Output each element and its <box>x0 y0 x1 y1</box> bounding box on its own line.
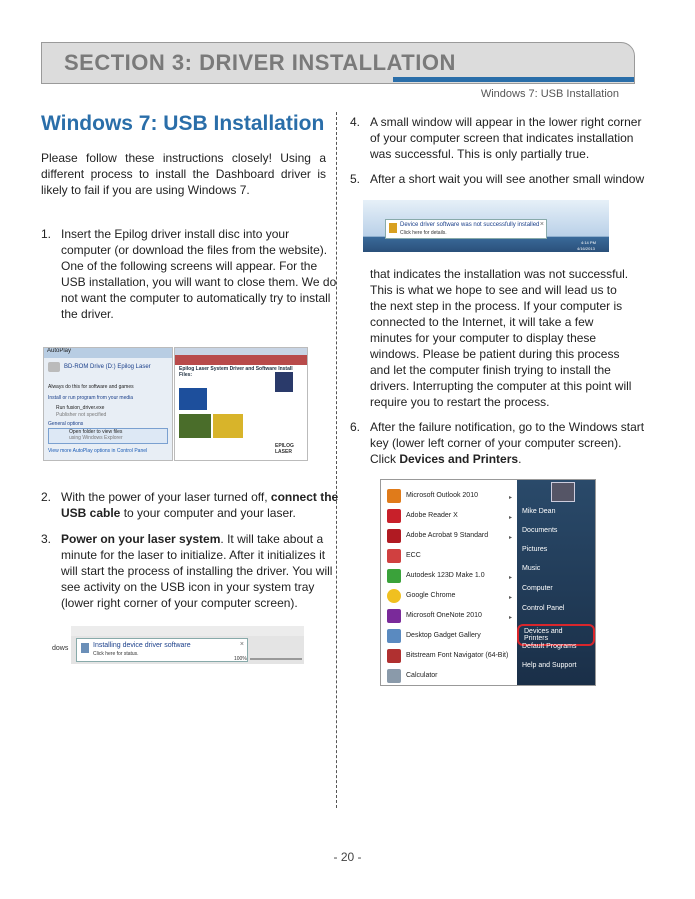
step-text: Insert the Epilog driver install disc into your computer (or download the files from the website). One of the following screens will appear. For the USB installation, you will want to close them. We do not want the computer to automatically try to install the driver. <box>61 227 337 321</box>
autoplay-title: AutoPlay <box>44 348 172 358</box>
menu-item-autodesk[interactable] <box>387 566 485 585</box>
page-heading: Windows 7: USB Installation <box>41 112 325 135</box>
tray-failed-screenshot <box>363 200 609 252</box>
step-text-bold: Power on your laser system <box>61 532 221 546</box>
sub-header: Windows 7: USB Installation <box>480 88 619 100</box>
open-folder-label: Open folder to view files <box>69 429 123 435</box>
epilog-logo-block <box>275 372 293 392</box>
menu-item-acrobat[interactable] <box>387 526 488 545</box>
step-number: 1. <box>41 227 52 241</box>
install-header: Install or run program from your media <box>48 395 134 401</box>
menu-item-bitstream[interactable] <box>387 646 508 665</box>
drive-label: BD-ROM Drive (D:) Epilog Laser <box>64 364 151 370</box>
window-edge-text: dows <box>52 645 69 652</box>
step-number: 5. <box>350 172 361 186</box>
menu-item-calculator[interactable] <box>387 666 438 685</box>
menu-label: Microsoft Outlook 2010 <box>406 492 478 499</box>
menu-item-chrome[interactable] <box>387 586 455 605</box>
step-text-pre: After the failure notification, go to the Windows start key (lower left corner of your computer screen). Click <box>370 420 645 466</box>
failed-balloon[interactable] <box>385 219 547 239</box>
step-text-post: . It will take about a minute for the laser to initialize. After it initializes it will start the process of installing the driver. You will see activity on the USB icon in your system tray (lower right corner of your computer screen). <box>61 532 333 610</box>
intro-paragraph: Please follow these instructions closely! Using a different process to install the Dashboard driver is likely to fail if you are using Windows 7. <box>41 151 326 197</box>
step-5-continued: that indicates the installation was not successful. This is what we hope to see and will lead us to the next step in the process. If your computer is connected to the Internet, it will take a few minutes for your computer to display these windows. Please be patient during this process and let the computer finish trying to install the drivers. Interrupting the computer at this point will require you to restart the process. <box>370 267 632 409</box>
tray-date: 4/16/2013 <box>577 246 595 251</box>
installing-balloon[interactable] <box>76 638 248 662</box>
open-folder-option[interactable] <box>48 428 168 444</box>
right-item-pictures[interactable]: Pictures <box>522 546 548 553</box>
right-item-default-programs[interactable]: Default Programs <box>522 643 577 650</box>
section-title: SECTION 3: DRIVER INSTALLATION <box>64 50 456 75</box>
user-picture <box>551 482 575 502</box>
menu-label: ECC <box>406 552 421 559</box>
tray-installing-screenshot <box>52 626 304 664</box>
publisher-text: Publisher not specified <box>56 412 107 418</box>
always-checkbox[interactable]: Always do this for software and games <box>48 384 134 390</box>
step-text-bold: connect the USB cable <box>61 490 339 520</box>
warning-icon <box>389 223 397 233</box>
ecc-icon <box>387 549 401 563</box>
onenote-icon <box>387 609 401 623</box>
more-options-link[interactable]: View more AutoPlay options in Control Panel <box>48 448 148 454</box>
close-icon[interactable]: × <box>539 221 544 228</box>
calculator-icon <box>387 669 401 683</box>
balloon-title: Device driver software was not successfully installed <box>400 222 540 228</box>
balloon-title: Installing device driver software <box>93 642 191 649</box>
right-item-music[interactable]: Music <box>522 565 541 572</box>
bitstream-icon <box>387 649 401 663</box>
close-icon[interactable]: × <box>239 641 244 648</box>
right-item-computer[interactable]: Computer <box>522 585 553 592</box>
submenu-arrows: ▸ ▸ ▸ ▸ ▸ ▸ <box>509 495 513 621</box>
laser-image-1 <box>179 388 207 410</box>
menu-label: Calculator <box>406 672 438 679</box>
menu-label: Adobe Acrobat 9 Standard <box>406 532 489 539</box>
menu-item-gadgets[interactable] <box>387 626 481 645</box>
step-text-pre: With the power of your laser turned off, <box>61 490 271 504</box>
open-folder-sub: using Windows Explorer <box>69 435 123 441</box>
acrobat-icon <box>387 529 401 543</box>
laser-image-2 <box>179 414 211 438</box>
menu-item-outlook[interactable] <box>387 486 478 505</box>
general-options: General options <box>48 421 84 427</box>
autodesk-icon <box>387 569 401 583</box>
right-item-devices-printers[interactable]: Devices and Printers <box>517 624 595 646</box>
installer-screenshot <box>174 347 308 461</box>
page-number: - 20 - <box>333 850 362 864</box>
header-accent-bar <box>393 77 634 82</box>
menu-label: Adobe Reader X <box>406 512 458 519</box>
balloon-sub: Click here for details. <box>400 230 447 236</box>
menu-item-ecc[interactable] <box>387 546 421 565</box>
autoplay-screenshot <box>43 347 173 461</box>
right-item-documents[interactable]: Documents <box>522 527 558 534</box>
step-text-bold: Devices and Printers <box>399 452 519 466</box>
tray-top-strip <box>52 626 304 636</box>
gadget-icon <box>387 629 401 643</box>
menu-item-onenote[interactable] <box>387 606 482 625</box>
step-number: 2. <box>41 490 52 504</box>
right-item-user[interactable]: Mike Dean <box>522 508 556 515</box>
installer-banner <box>175 355 307 365</box>
chrome-icon <box>387 589 401 603</box>
step-4 <box>350 114 650 162</box>
tray-time: 4:14 PM <box>581 240 596 245</box>
menu-label: Autodesk 123D Make 1.0 <box>406 572 485 579</box>
step-number: 6. <box>350 420 361 434</box>
step-text: A small window will appear in the lower right corner of your computer screen that indicates installation was successful. This is only partially true. <box>370 115 642 161</box>
menu-label: Desktop Gadget Gallery <box>406 632 481 639</box>
step-text: After a short wait you will see another small window <box>370 172 645 186</box>
zoom-level: 100% <box>234 656 247 662</box>
step-3 <box>41 531 341 611</box>
installer-footer: EPILOG LASER <box>275 443 294 455</box>
step-2 <box>41 489 341 521</box>
start-menu-screenshot <box>380 479 596 686</box>
step-text-post: to your computer and your laser. <box>120 506 296 520</box>
right-item-control-panel[interactable]: Control Panel <box>522 605 565 612</box>
menu-label: Bitstream Font Navigator (64-Bit) <box>406 652 509 659</box>
step-6 <box>350 419 650 467</box>
step-text-post: . <box>518 452 522 466</box>
menu-item-reader[interactable] <box>387 506 458 525</box>
installer-titlebar <box>175 348 307 355</box>
left-column <box>41 112 326 198</box>
run-option[interactable]: Run fusion_driver.exe <box>56 405 105 411</box>
zoom-slider[interactable] <box>250 658 302 660</box>
step-number: 4. <box>350 115 361 129</box>
usb-icon <box>81 643 89 653</box>
balloon-sub: Click here for status. <box>93 651 139 657</box>
step-number: 3. <box>41 532 52 546</box>
drive-icon <box>48 362 60 372</box>
menu-label: Microsoft OneNote 2010 <box>406 612 482 619</box>
installer-title: Epilog Laser System Driver and Software Install Files: <box>179 366 293 378</box>
step-5 <box>350 171 655 187</box>
outlook-icon <box>387 489 401 503</box>
right-item-help[interactable]: Help and Support <box>522 662 577 669</box>
step-1 <box>41 226 341 322</box>
laser-image-3 <box>213 414 243 438</box>
reader-icon <box>387 509 401 523</box>
column-divider <box>336 112 337 808</box>
menu-label: Google Chrome <box>406 592 456 599</box>
